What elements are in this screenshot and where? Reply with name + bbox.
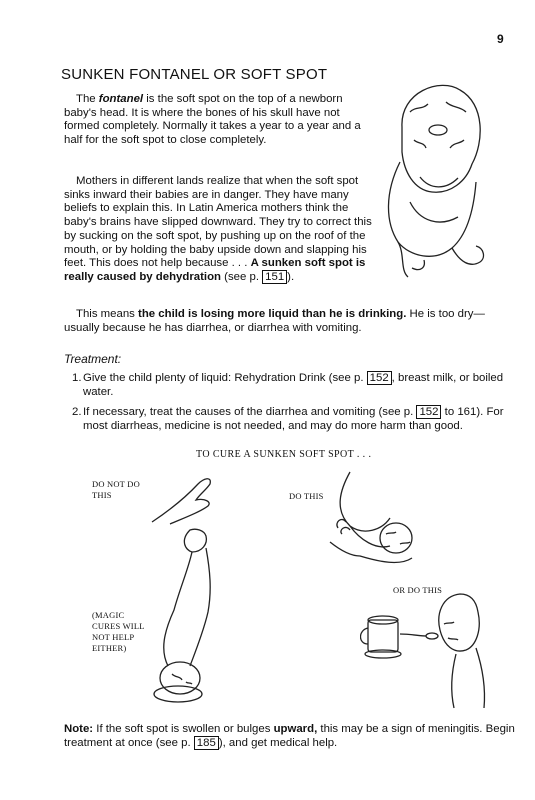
liquid-loss-emphasis: the child is losing more liquid than he is drinking. <box>138 308 407 320</box>
dehydration-emphasis: A sunken soft spot is really caused by dehydration <box>64 257 366 283</box>
treatment-item: 1. Give the child plenty of liquid: Rehydration Drink (see p. 152 , breast milk, or boiled water. <box>72 372 504 398</box>
treatment-item: 2. If necessary, treat the causes of the diarrhea and vomiting (see p. 152 to 161). For most diarrheas, medicine is not needed, and may do more harm than good. <box>72 406 504 433</box>
do-this-label: DO THIS <box>289 491 324 501</box>
page-reference-151[interactable]: 151 <box>262 270 287 284</box>
beliefs-paragraph: Mothers in different lands realize that when the soft spot sinks inward their babies are in danger. They have many beliefs to explain this. In Latin America mothers think the baby's brains have slipped downward. They try to correct this by sucking on the soft spot, by pushing up on the roof of the mouth, or by holding the baby upside down and slapping his feet. This does not help because . . . A sunken soft spot is really caused by dehydration (see p. 151 ). <box>64 175 372 283</box>
or-do-this-label: OR DO THIS <box>393 585 443 595</box>
page-reference-152[interactable]: 152 <box>367 371 392 385</box>
page-number: 9 <box>497 32 504 46</box>
treatment-list <box>64 372 516 441</box>
breastfeeding-illustration <box>320 470 430 580</box>
section-title: SUNKEN FONTANEL OR SOFT SPOT <box>61 66 328 83</box>
baby-head-illustration <box>380 72 490 287</box>
note-label: Note: <box>64 723 94 735</box>
page-reference-185[interactable]: 185 <box>194 736 219 750</box>
fontanel-term: fontanel <box>98 93 144 105</box>
upside-down-baby-illustration <box>150 470 230 705</box>
spoon-feeding-illustration <box>360 590 490 715</box>
treatment-heading: Treatment: <box>64 352 122 366</box>
meaning-paragraph: This means the child is losing more liquid than he is drinking. He is too dry—usually because he has diarrhea, or diarrhea with vomiting. <box>64 308 485 334</box>
magic-cures-label: (MAGIC CURES WILL NOT HELP EITHER) <box>92 610 145 653</box>
figure-title: TO CURE A SUNKEN SOFT SPOT . . . <box>196 449 372 460</box>
meningitis-note: Note: If the soft spot is swollen or bulges upward, this may be a sign of meningitis. Begin treatment at once (see p. 185 ), and get medical help. <box>64 723 515 749</box>
intro-paragraph: The fontanel is the soft spot on the top of a newborn baby's head. It is where the bones of his skull have not formed completely. Normally it takes a year to a year and a half for the soft spot to close completely. <box>64 93 361 147</box>
page-reference-152[interactable]: 152 <box>416 405 441 419</box>
do-not-label: DO NOT DO THIS <box>92 479 140 500</box>
